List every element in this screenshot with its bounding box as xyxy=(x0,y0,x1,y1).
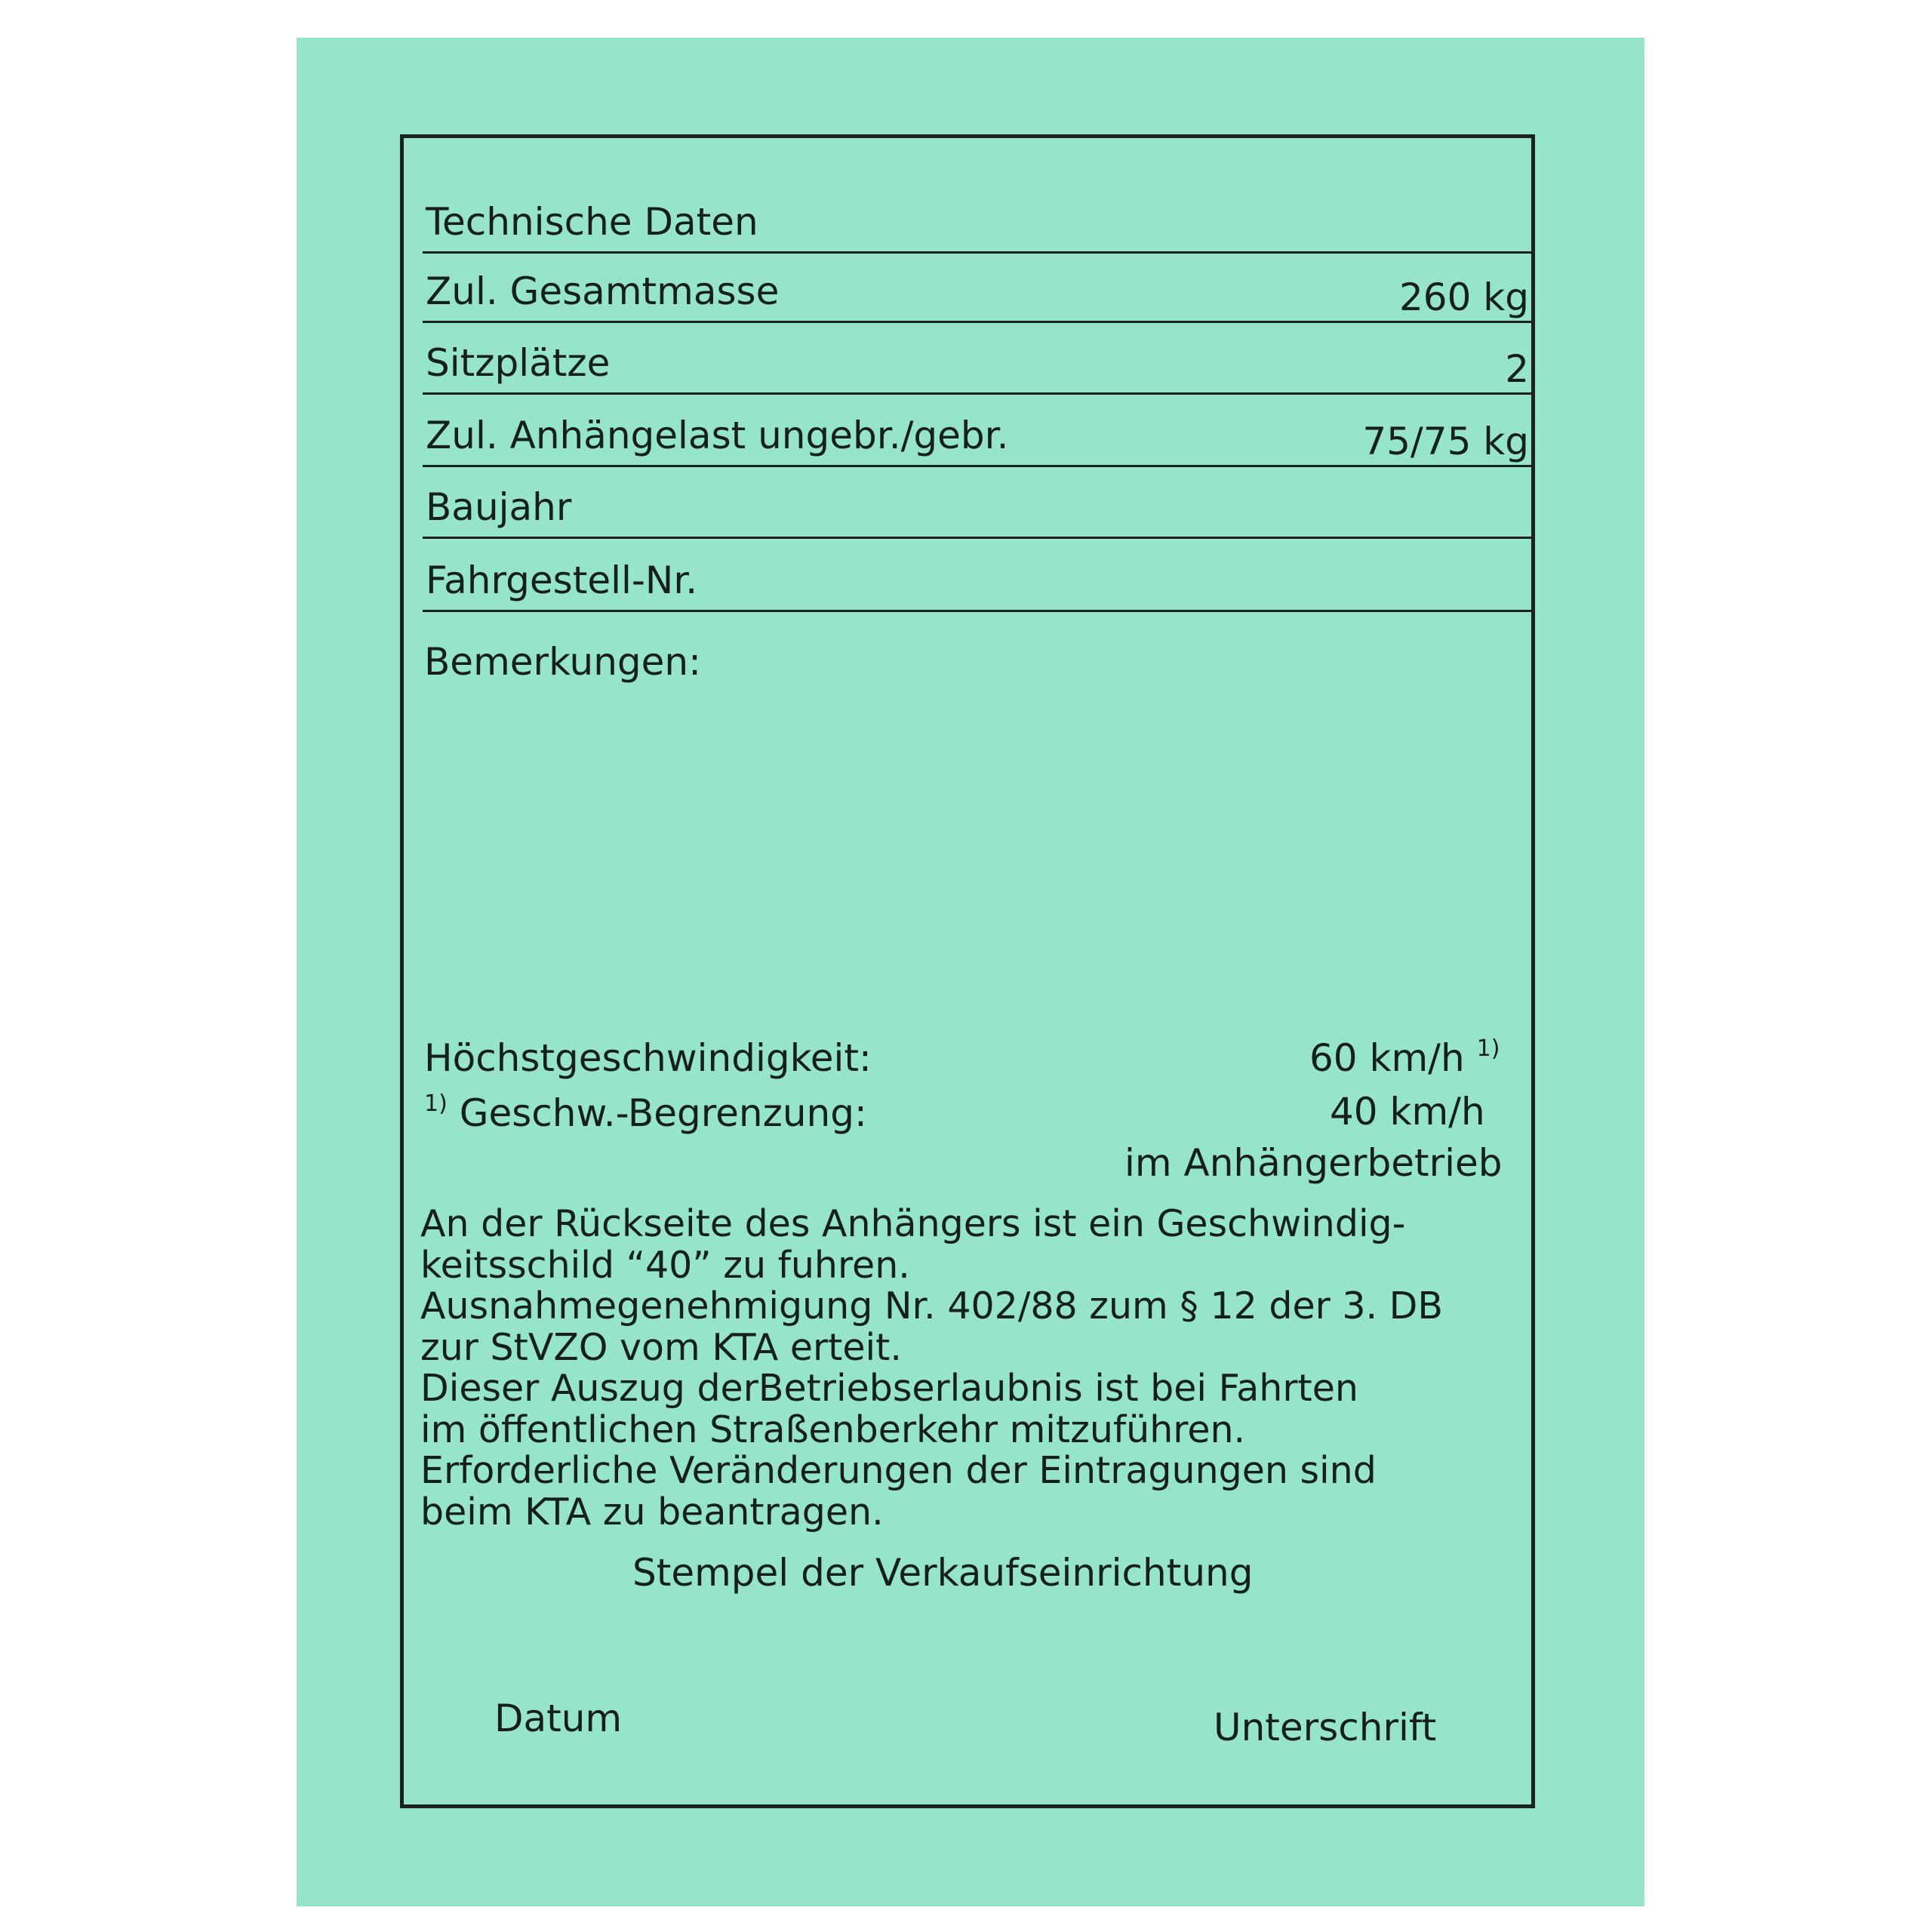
speed-label: Höchstgeschwindigkeit: xyxy=(424,1036,872,1080)
signature-label: Unterschrift xyxy=(1214,1706,1437,1749)
paragraph-line: zur StVZO vom KTA erteit. xyxy=(420,1325,902,1369)
field-value: 2 xyxy=(1505,347,1529,391)
document-card xyxy=(297,38,1644,1906)
limit-label-group xyxy=(424,1091,867,1135)
field-row-anhaengelast xyxy=(423,412,1532,467)
date-label: Datum xyxy=(494,1697,623,1740)
field-label: Fahrgestell-Nr. xyxy=(426,558,698,602)
paragraph-line: beim KTA zu beantragen. xyxy=(420,1490,884,1534)
paragraph-line: An der Rückseite des Anhängers ist ein Geschwindig- xyxy=(420,1202,1406,1245)
speed-value-group xyxy=(1309,1035,1500,1080)
limit-label: Geschw.-Begrenzung: xyxy=(459,1091,867,1135)
field-row-gesamtmasse xyxy=(423,268,1532,323)
paragraph-line: im öffentlichen Straßenberkehr mitzuführen. xyxy=(420,1407,1246,1451)
paragraph-line: Ausnahmegenehmigung Nr. 402/88 zum § 12 der 3. DB xyxy=(420,1284,1444,1327)
paragraph-line: keitsschild “40” zu fuhren. xyxy=(420,1243,910,1287)
limit-note: im Anhängerbetrieb xyxy=(1124,1141,1503,1185)
field-label: Sitzplätze xyxy=(426,341,611,385)
remarks-label: Bemerkungen: xyxy=(424,640,701,684)
limit-value: 40 km/h xyxy=(1330,1090,1485,1134)
stamp-label: Stempel der Verkaufseinrichtung xyxy=(632,1551,1254,1595)
field-row-fahrgestell xyxy=(423,557,1532,612)
field-value: 260 kg xyxy=(1398,275,1529,319)
paragraph-line: Erforderliche Veränderungen der Eintragungen sind xyxy=(420,1449,1377,1492)
field-row-sitzplaetze xyxy=(423,340,1532,395)
document-frame xyxy=(400,134,1535,1808)
heading-title: Technische Daten xyxy=(426,200,758,244)
field-value: 75/75 kg xyxy=(1362,420,1529,463)
speed-value: 60 km/h xyxy=(1309,1036,1465,1080)
heading-row xyxy=(423,198,1532,254)
limit-footnote-mark: 1) xyxy=(424,1091,448,1117)
speed-footnote-mark: 1) xyxy=(1476,1035,1500,1062)
field-label: Zul. Anhängelast ungebr./gebr. xyxy=(426,414,1009,457)
paragraph-line: Dieser Auszug derBetriebserlaubnis ist bei Fahrten xyxy=(420,1367,1358,1410)
field-row-baujahr xyxy=(423,484,1532,539)
notice-paragraph xyxy=(420,1204,1537,1533)
field-label: Baujahr xyxy=(426,485,572,529)
field-label: Zul. Gesamtmasse xyxy=(426,269,780,313)
